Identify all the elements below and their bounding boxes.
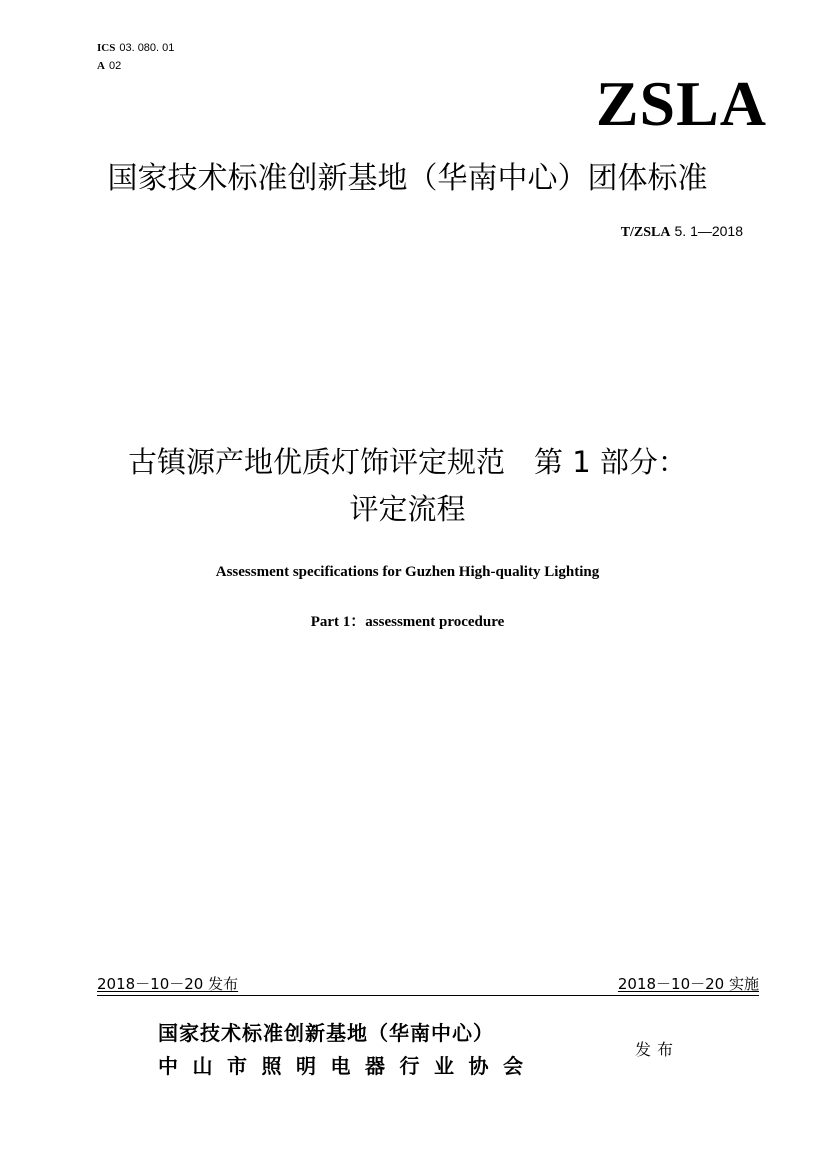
document-title-cn-line-2: 评定流程 bbox=[349, 492, 466, 526]
divider-line bbox=[97, 995, 759, 996]
ccs-label: A bbox=[97, 60, 105, 72]
standard-number-prefix: T/ZSLA bbox=[620, 225, 671, 240]
standard-number bbox=[621, 222, 743, 242]
ics-value: 03. 080. 01 bbox=[119, 42, 175, 54]
zsla-logo: ZSLA bbox=[595, 68, 767, 139]
ccs-value: 02 bbox=[108, 60, 122, 72]
ics-code bbox=[97, 42, 174, 55]
publish-label: 发布 bbox=[635, 1040, 680, 1059]
document-title-en-line-2: Part 1：assessment procedure bbox=[310, 614, 505, 630]
standard-number-value: 5. 1—2018 bbox=[674, 223, 743, 239]
document-title-en-line-1: Assessment specifications for Guzhen High-quality Lighting bbox=[215, 564, 600, 580]
ics-label: ICS bbox=[97, 42, 116, 54]
publisher-1: 国家技术标准创新基地（华南中心） bbox=[158, 1021, 494, 1045]
publisher-2: 中山市照明电器行业协会 bbox=[158, 1054, 538, 1078]
ccs-code bbox=[97, 60, 121, 73]
document-title-cn-line-1: 古镇源产地优质灯饰评定规范 第 1 部分： bbox=[128, 445, 687, 479]
implementation-date: 2018－10－20 实施 bbox=[617, 975, 759, 993]
standard-type-heading: 国家技术标准创新基地（华南中心）团体标准 bbox=[107, 161, 708, 196]
release-date: 2018－10－20 发布 bbox=[97, 975, 239, 993]
